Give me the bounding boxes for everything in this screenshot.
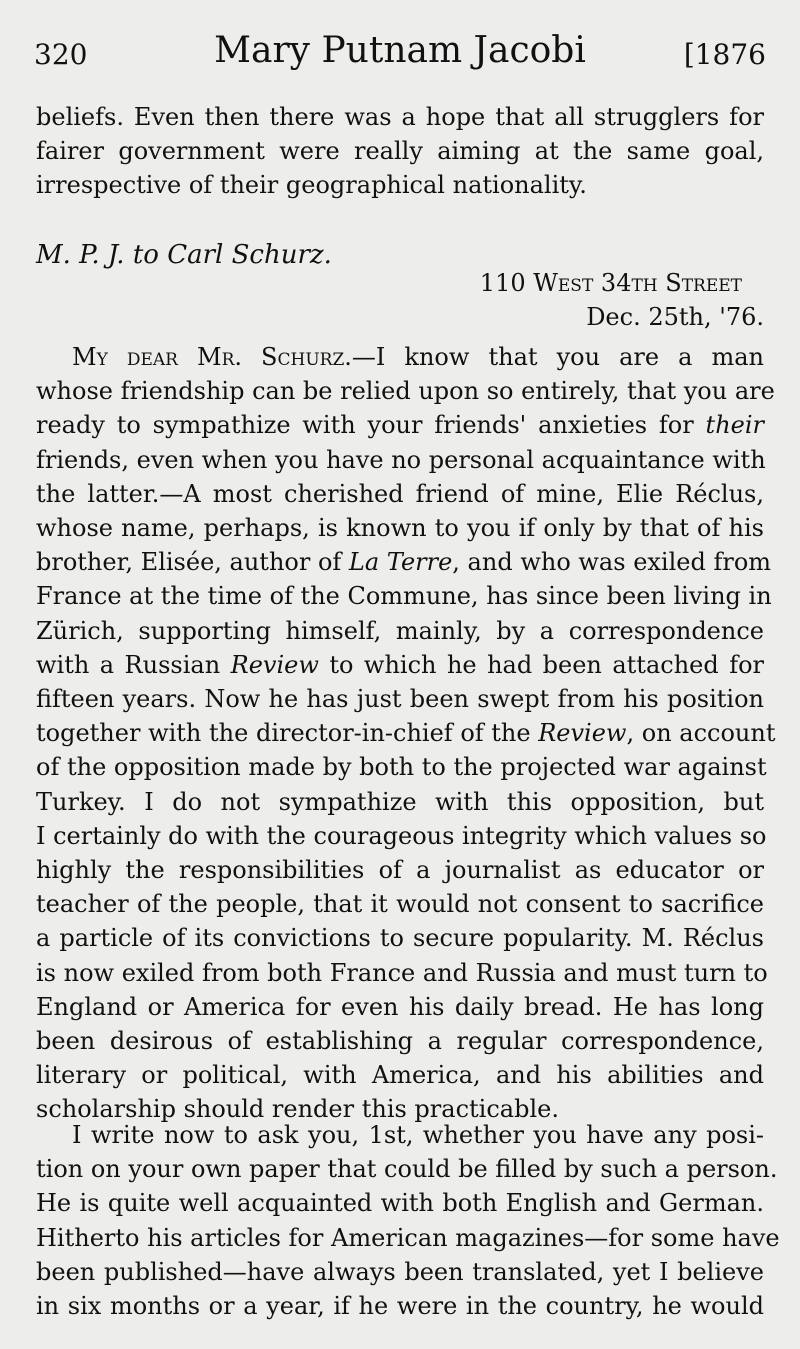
text-line: I certainly do with the courageous integrity which values so: [36, 821, 767, 850]
text-line: with a Russian Review to which he had been attached for: [36, 650, 764, 679]
text-line: literary or political, with America, and his abilities and: [36, 1061, 764, 1090]
text-line: My dear Mr. Schurz.—I know that you are a man: [72, 343, 764, 371]
book-title: La Terre: [348, 548, 453, 577]
letter-paragraph-2: [36, 1118, 780, 1323]
text-line: highly the responsibilities of a journalist as educator or: [36, 856, 764, 885]
text-line: England or America for even his daily bread. He has long: [36, 992, 764, 1021]
journal-title: Review: [230, 650, 319, 679]
text-line: fairer government were really aiming at the same goal,: [36, 137, 764, 166]
text-line: a particle of its convictions to secure popularity. M. Réclus: [36, 924, 764, 953]
text-line: Zürich, supporting himself, mainly, by a correspondence: [36, 616, 764, 645]
text-line: the latter.—A most cherished friend of mine, Elie Réclus,: [36, 479, 764, 508]
letter-paragraph-1: [36, 340, 776, 1127]
text-line: is now exiled from both France and Russia and must turn to: [36, 958, 768, 987]
text-line: France at the time of the Commune, has since been living in: [36, 582, 772, 611]
running-head-year: [1876: [683, 38, 766, 71]
emphasis: their: [705, 411, 764, 440]
page-number: 320: [34, 38, 88, 71]
intro-paragraph: [36, 100, 764, 203]
running-title: Mary Putnam Jacobi: [214, 30, 586, 71]
text-line: Turkey. I do not sympathize with this opposition, but: [36, 787, 764, 816]
running-head: [34, 30, 766, 80]
text-line: irrespective of their geographical nationality.: [36, 171, 587, 200]
text-line: scholarship should render this practicable.: [36, 1095, 559, 1124]
letter-heading: M. P. J. to Carl Schurz.: [36, 240, 332, 270]
letter-address: [480, 266, 764, 334]
text-line: been published—have always been translated, yet I believe: [36, 1257, 764, 1286]
salutation: My dear Mr. Schurz.: [72, 343, 352, 371]
journal-title: Review: [538, 719, 627, 748]
date-line: Dec. 25th, '76.: [586, 303, 764, 331]
text-line: brother, Elisée, author of La Terre, and who was exiled from: [36, 548, 772, 577]
text-line: been desirous of establishing a regular correspondence,: [36, 1027, 764, 1056]
text-line: together with the director-in-chief of the Review, on account: [36, 719, 776, 748]
text-line: I write now to ask you, 1st, whether you have any posi-: [72, 1121, 764, 1149]
text-line: in six months or a year, if he were in the country, he would: [36, 1292, 764, 1321]
text-line: teacher of the people, that it would not consent to sacrifice: [36, 890, 764, 919]
text-line: Hitherto his articles for American magazines—for some have: [36, 1223, 780, 1252]
text-line: whose friendship can be relied upon so entirely, that you are: [36, 377, 775, 406]
text-line: He is quite well acquainted with both English and German.: [36, 1189, 764, 1218]
address-line: 110 West 34th Street: [479, 269, 742, 297]
text-line: fifteen years. Now he has just been swept from his position: [36, 685, 764, 714]
text-line: whose name, perhaps, is known to you if only by that of his: [36, 514, 764, 543]
text-line: friends, even when you have no personal acquaintance with: [36, 445, 766, 474]
text-line: ready to sympathize with your friends' anxieties for their: [36, 411, 764, 440]
text-line: beliefs. Even then there was a hope that all strugglers for: [36, 103, 764, 131]
text-line: of the opposition made by both to the projected war against: [36, 753, 767, 782]
text-line: tion on your own paper that could be filled by such a person.: [36, 1155, 778, 1184]
